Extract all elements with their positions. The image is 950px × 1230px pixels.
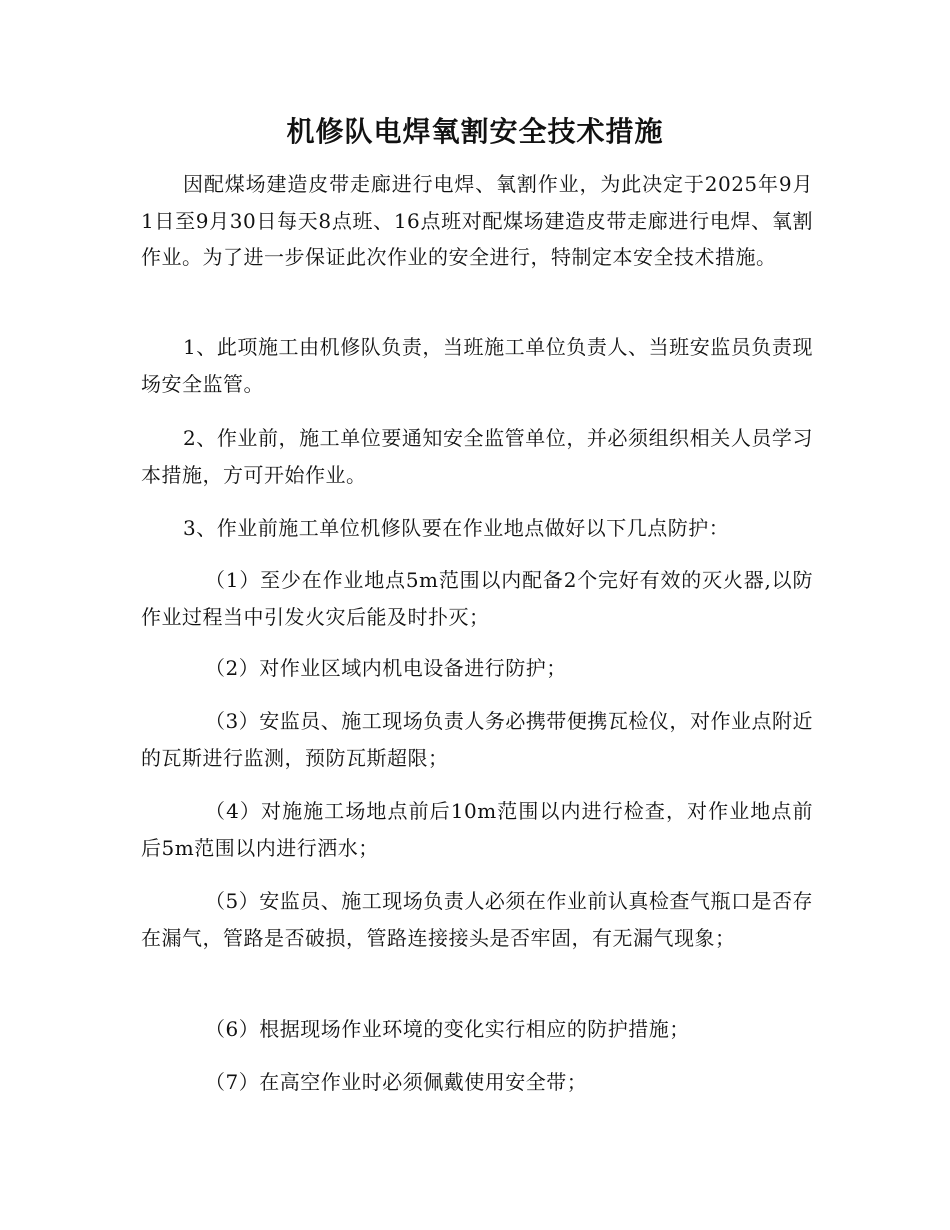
subitem-7: （7）在高空作业时必须佩戴使用安全带；: [205, 1070, 588, 1094]
subitem-1: （1）至少在作业地点5m范围以内配备2个完好有效的灭火器,以防作业过程当中引发火灾后能及时扑灭；: [141, 568, 813, 629]
item-3: 3、作业前施工单位机修队要在作业地点做好以下几点防护：: [183, 516, 730, 540]
item-1: 1、此项施工由机修队负责，当班施工单位负责人、当班安监员负责现场安全监管。: [141, 335, 813, 396]
item-2: 2、作业前，施工单位要通知安全监管单位，并必须组织相关人员学习本措施，方可开始作业。: [141, 426, 813, 487]
subitem-3: （3）安监员、施工现场负责人务必携带便携瓦检仪，对作业点附近的瓦斯进行监测，预防瓦斯超限；: [141, 709, 813, 770]
subitem-2: （2）对作业区域内机电设备进行防护；: [205, 656, 567, 680]
subitem-5: （5）安监员、施工现场负责人必须在作业前认真检查气瓶口是否存在漏气，管路是否破损，管路连接接头是否牢固，有无漏气现象；: [141, 889, 813, 950]
intro-paragraph: 因配煤场建造皮带走廊进行电焊、氧割作业，为此决定于2025年9月1日至9月30日每天8点班、16点班对配煤场建造皮带走廊进行电焊、氧割作业。为了进一步保证此次作业的安全进行，特制定本安全技术措施。: [141, 172, 813, 269]
subitem-4: （4）对施施工场地点前后10m范围以内进行检查，对作业地点前后5m范围以内进行洒水；: [141, 799, 813, 860]
document-title: 机修队电焊氧割安全技术措施: [286, 115, 664, 148]
subitem-6: （6）根据现场作业环境的变化实行相应的防护措施；: [205, 1017, 690, 1041]
